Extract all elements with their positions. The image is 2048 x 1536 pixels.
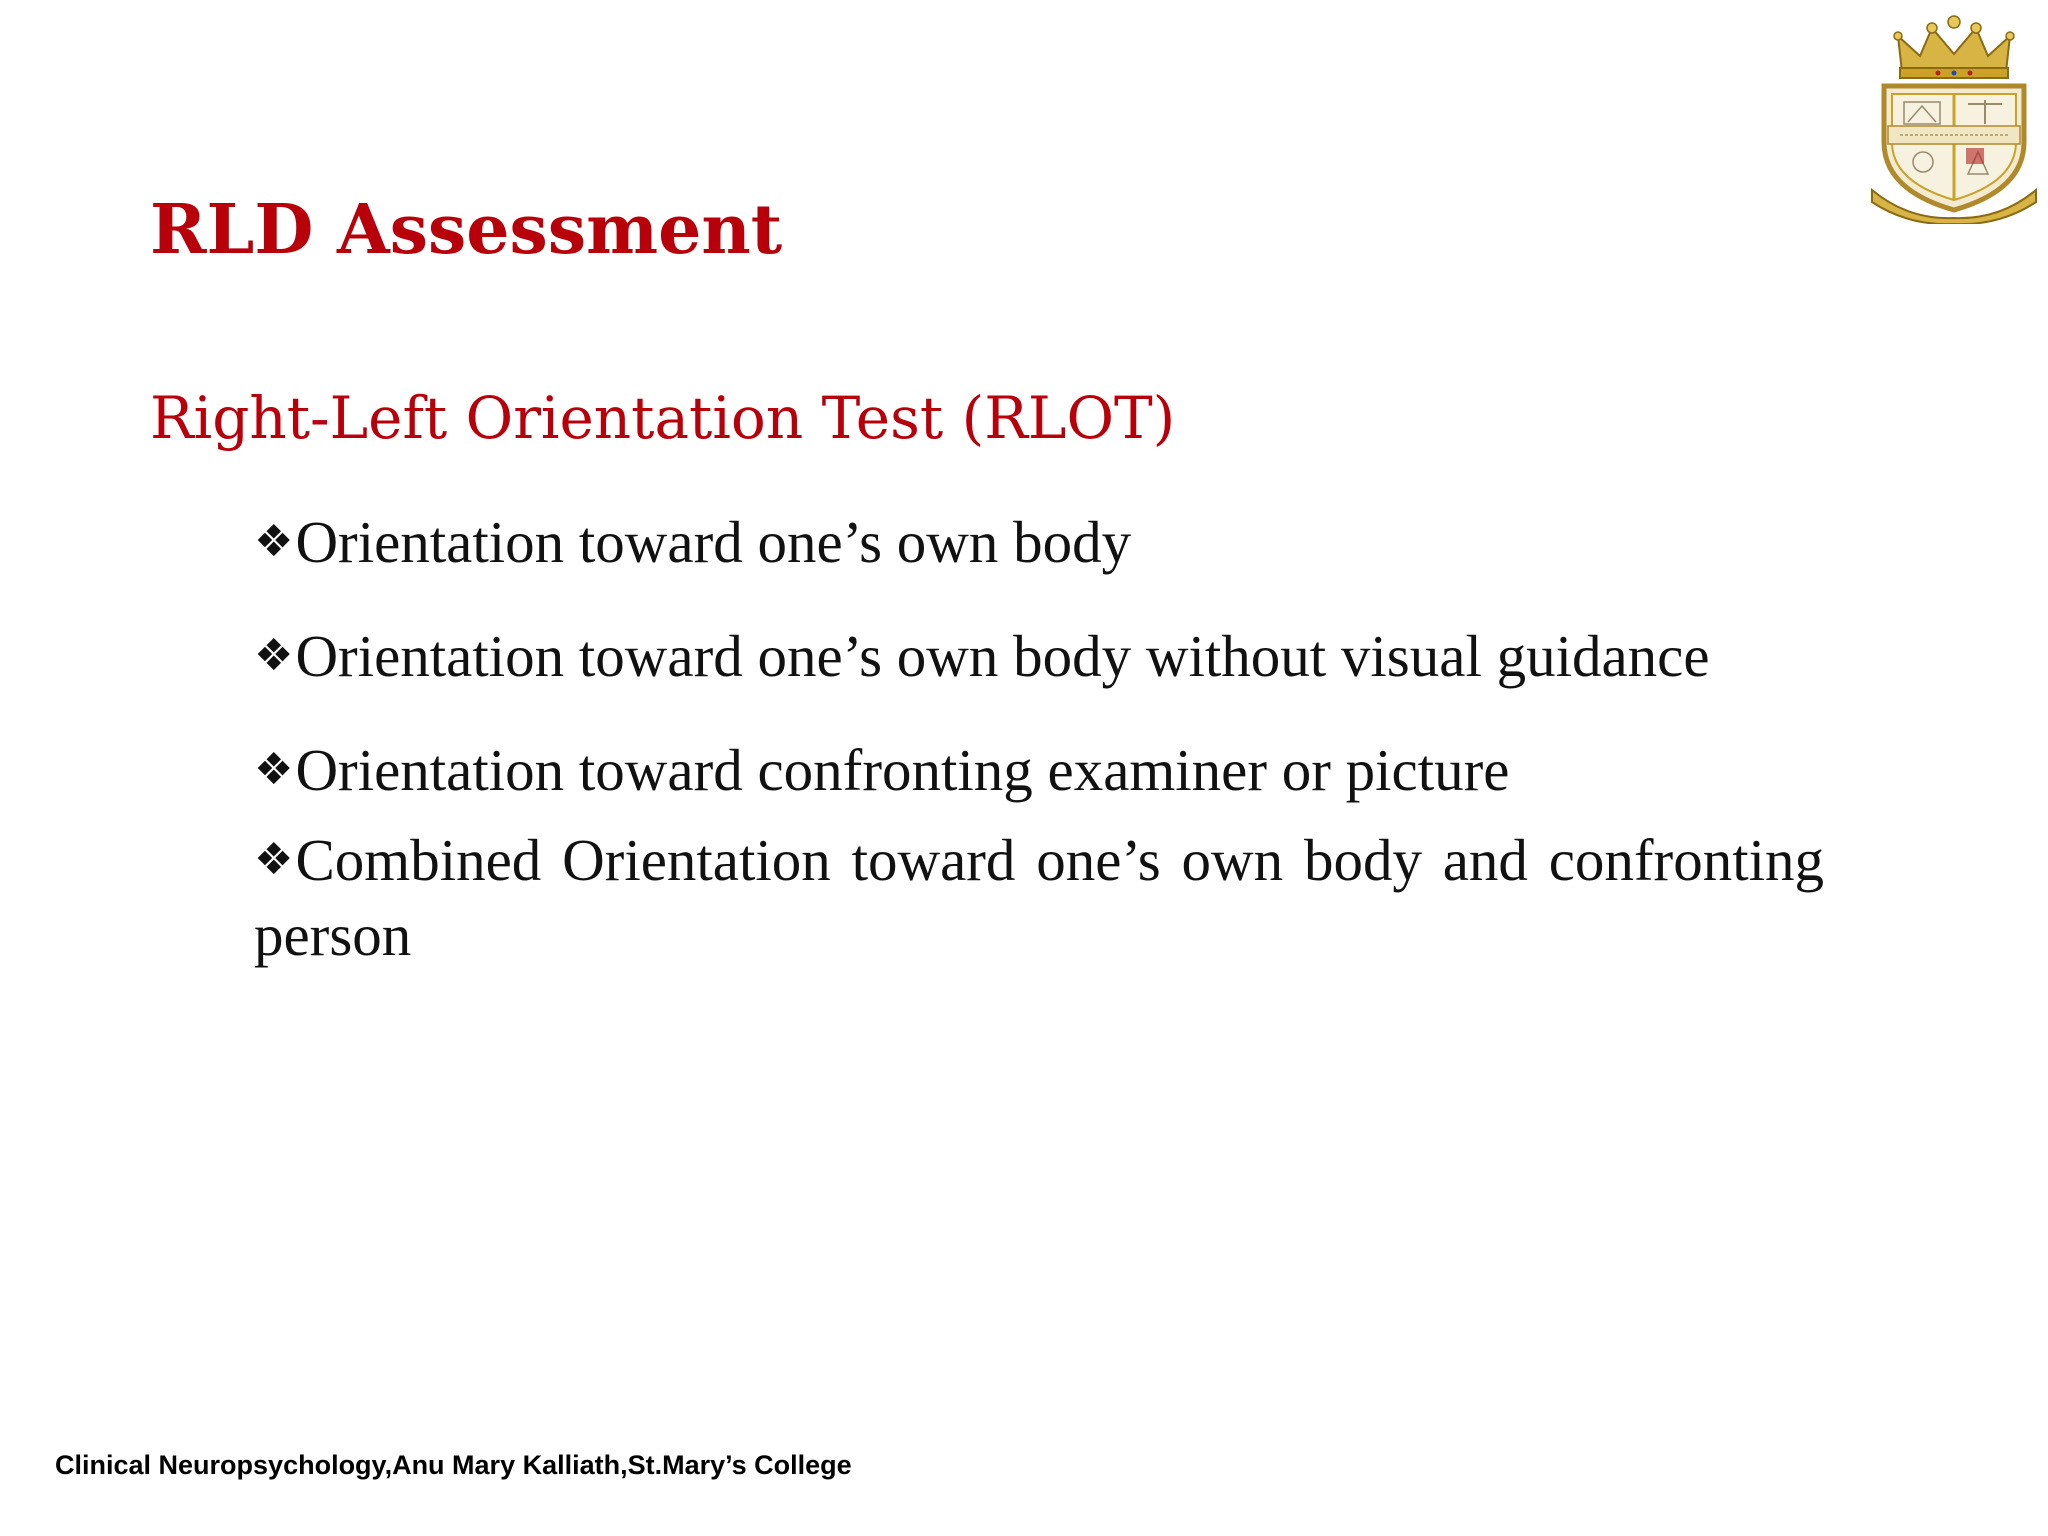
bullet-text: Combined Orientation toward one’s own body and confronting person xyxy=(254,827,1824,968)
diamond-bullet-icon: ❖ xyxy=(254,630,294,681)
slide-subtitle: Right-Left Orientation Test (RLOT) xyxy=(150,384,1176,452)
bullet-text: Orientation toward confronting examiner or picture xyxy=(295,737,1510,803)
slide-footer: Clinical Neuropsychology,Anu Mary Kalliath,St.Mary’s College xyxy=(55,1450,852,1480)
diamond-bullet-icon: ❖ xyxy=(254,744,294,795)
bullet-item xyxy=(254,822,1824,973)
bullet-item xyxy=(254,732,1824,808)
bullet-text: Orientation toward one’s own body without visual guidance xyxy=(295,623,1710,689)
crown-icon xyxy=(1894,16,2014,78)
bullet-list xyxy=(254,504,1824,973)
bullet-item xyxy=(254,618,1824,694)
bullet-text: Orientation toward one’s own body xyxy=(295,509,1132,575)
slide-title: RLD Assessment xyxy=(150,190,783,270)
college-crest-icon xyxy=(1868,14,2040,224)
diamond-bullet-icon: ❖ xyxy=(254,834,294,885)
diamond-bullet-icon: ❖ xyxy=(254,516,294,567)
bullet-item xyxy=(254,504,1824,580)
shield-icon xyxy=(1884,86,2024,210)
